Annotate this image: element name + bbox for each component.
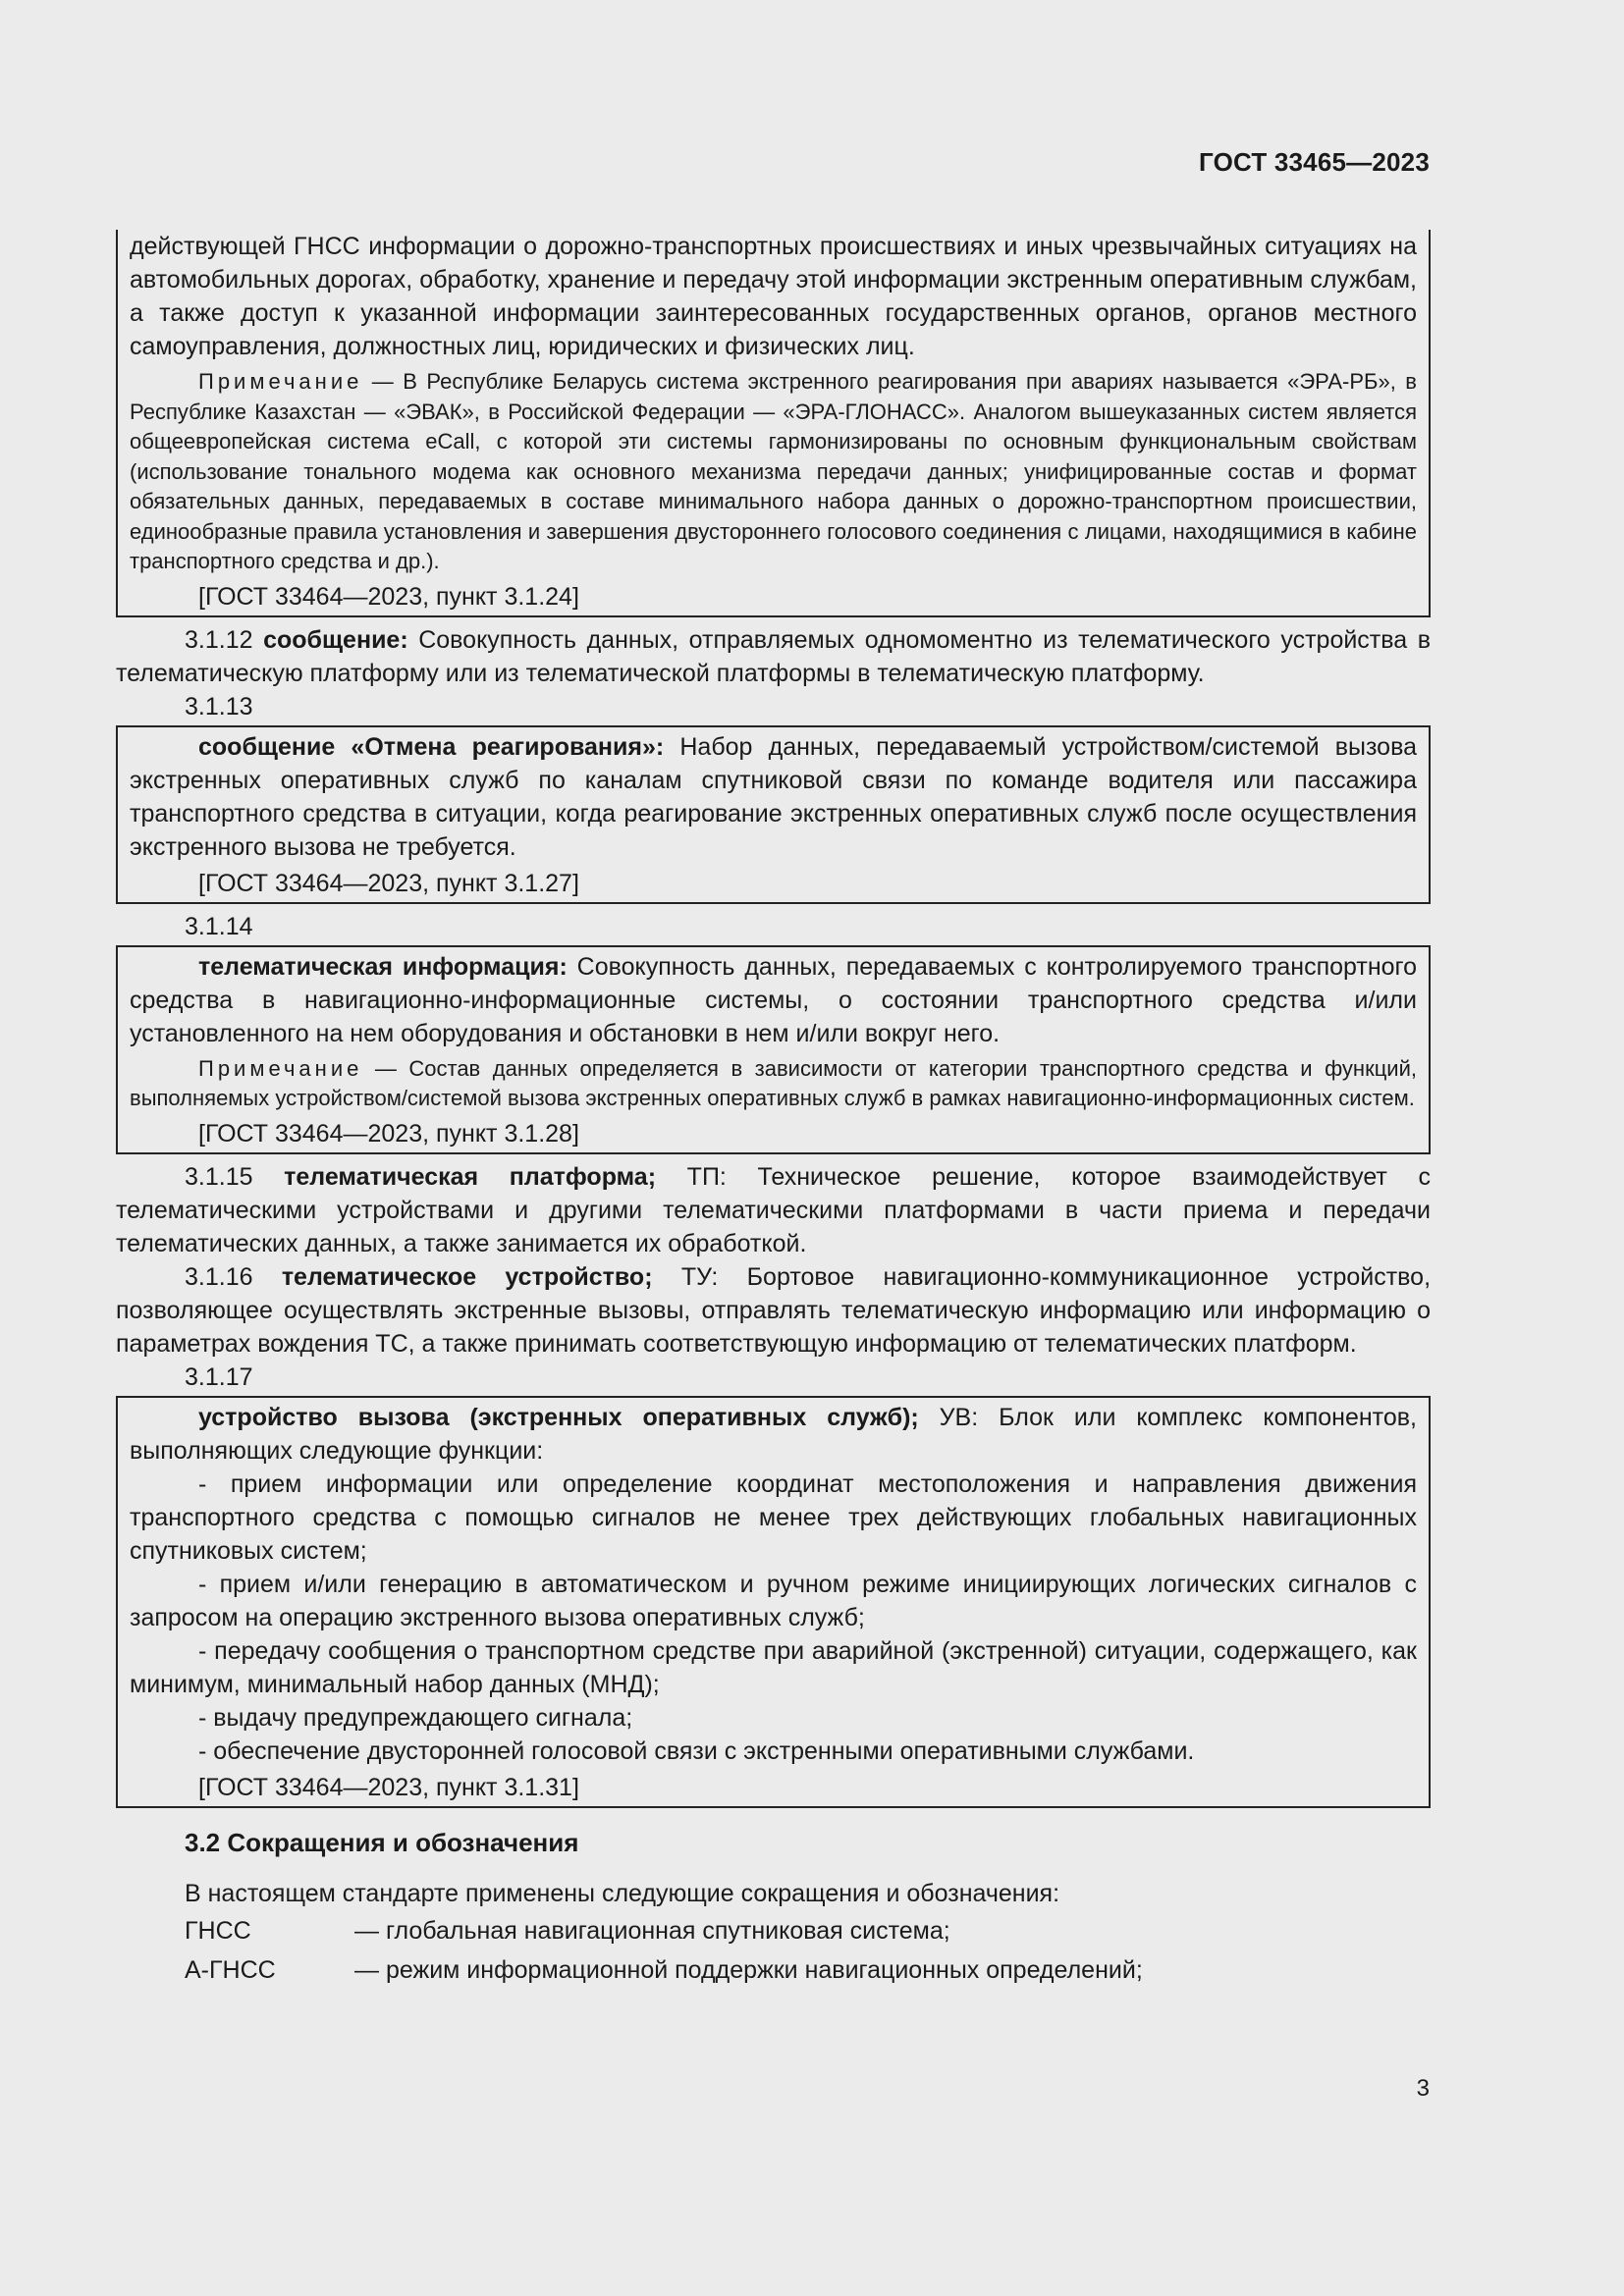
abbreviation-row: [116, 1912, 1431, 1949]
note: [130, 367, 1417, 577]
source-reference: [ГОСТ 33464—2023, пункт 3.1.31]: [198, 1773, 579, 1801]
definition-3-1-12: [116, 623, 1431, 690]
definition-3-1-16: [116, 1260, 1431, 1361]
abbreviation-term: А-ГНСС: [185, 1955, 276, 1984]
abbreviation-row: [116, 1951, 1431, 1989]
definition-box-3-1-14: [116, 945, 1431, 1154]
term: телематическая платформа;: [284, 1162, 657, 1191]
definition-box-3-1-17: [116, 1396, 1431, 1808]
definition-box-3-1-13: [116, 725, 1431, 904]
definition-text: ТУ: Бортовое навигационно-коммуникационное устройство, позволяющее осуществлять экстренные вызовы, отправлять телематическую информацию или информацию о параметрах вождения ТС, а также принимать соответствующую информацию от телематических платформ.: [116, 1262, 1432, 1358]
definition-text: [130, 950, 1417, 1050]
item-number: 3.1.12: [185, 625, 253, 654]
note-label: Примечание: [198, 369, 363, 394]
term: сообщение:: [263, 625, 408, 654]
source-reference: [ГОСТ 33464—2023, пункт 3.1.28]: [198, 1119, 579, 1148]
definition-body: УВ: Блок или комплекс компонентов, выполняющих следующие функции:: [130, 1403, 1417, 1465]
term: телематическая информация:: [198, 952, 568, 981]
note-label: Примечание: [198, 1055, 363, 1081]
definition-body: Совокупность данных, передаваемых с контролируемого транспортного средства в навигационно-информационные системы, о состоянии транспортного средства и/или установленного на нем оборудования и обстановки в нем и/или вокруг него.: [130, 952, 1417, 1047]
list-item: - выдачу предупреждающего сигнала;: [198, 1703, 633, 1732]
term: сообщение «Отмена реагирования»:: [198, 732, 665, 761]
note-text: — Состав данных определяется в зависимости от категории транспортного средства и функций, выполняемых устройством/системой вызова экстренных оперативных служб в рамках навигационно-информационных систем.: [130, 1055, 1417, 1110]
item-number-3-1-13: 3.1.13: [185, 692, 253, 721]
source-reference: [ГОСТ 33464—2023, пункт 3.1.27]: [198, 869, 579, 897]
item-number: 3.1.15: [185, 1162, 253, 1191]
page-content: [116, 228, 1431, 1989]
item-number-3-1-14: 3.1.14: [185, 912, 253, 940]
abbreviation-definition: — режим информационной поддержки навигационных определений;: [354, 1955, 1143, 1984]
list-item: - прием информации или определение координат местоположения и направления движения транспортного средства с помощью сигналов не менее трех действующих глобальных навигационных спутниковых систем;: [130, 1469, 1417, 1565]
list-item: - передачу сообщения о транспортном средстве при аварийной (экстренной) ситуации, содержащего, как минимум, минимальный набор данных (МНД);: [130, 1636, 1417, 1698]
definition-box-3-1-11: [116, 230, 1431, 617]
definition-body: Набор данных, передаваемый устройством/системой вызова экстренных оперативных служб по каналам спутниковой связи по команде водителя или пассажира транспортного средства в ситуации, когда реагирование экстренных оперативных служб после осуществления экстренного вызова не требуется.: [130, 732, 1417, 861]
note: [130, 1054, 1417, 1114]
definition-3-1-15: [116, 1160, 1431, 1260]
section-heading: 3.2 Сокращения и обозначения: [185, 1827, 579, 1857]
definition-text: действующей ГНСС информации о дорожно-транспортных происшествиях и иных чрезвычайных ситуациях на автомобильных дорогах, обработку, хранение и передачу этой информации экстренным оперативным службам, а также доступ к указанной информации заинтересованных государственных органов, органов местного самоуправления, должностных лиц, юридических и физических лиц.: [130, 233, 1417, 360]
term: телематическое устройство;: [281, 1262, 653, 1291]
item-number-3-1-17: 3.1.17: [185, 1362, 253, 1391]
page-number: 3: [1416, 2075, 1430, 2102]
term: устройство вызова (экстренных оперативных служб);: [198, 1403, 919, 1431]
definition-text: [130, 730, 1417, 864]
definition-text: [130, 1401, 1417, 1468]
definition-text: ТП: Техническое решение, которое взаимодействует с телематическими устройствами и другими телематическими платформами в части приема и передачи телематических данных, а также занимается их обработкой.: [116, 1162, 1431, 1257]
abbreviation-term: ГНСС: [185, 1916, 251, 1945]
list-item: - прием и/или генерацию в автоматическом и ручном режиме инициирующих логических сигналов с запросом на операцию экстренного вызова оперативных служб;: [130, 1570, 1417, 1631]
note-text: — В Республике Беларусь система экстренного реагирования при авариях называется «ЭРА-РБ», в Республике Казахстан — «ЭВАК», в Российской Федерации — «ЭРА-ГЛОНАСС». Аналогом вышеуказанных систем является общеевропейская система eCall, с которой эти системы гармонизированы по основным функциональным свойствам (использование тонального модема как основного механизма передачи данных; унифицированные состав и формат обязательных данных, передаваемых в составе минимального набора данных о дорожно-транспортном происшествии, единообразные правила установления и завершения двустороннего голосового соединения с лицами, находящимися в кабине транспортного средства и др.).: [130, 369, 1417, 573]
abbreviation-definition: — глобальная навигационная спутниковая система;: [354, 1916, 950, 1945]
document-number-header: ГОСТ 33465—2023: [1199, 147, 1430, 177]
list-item: - обеспечение двусторонней голосовой связи с экстренными оперативными службами.: [198, 1736, 1195, 1765]
section-intro: В настоящем стандарте применены следующие сокращения и обозначения:: [185, 1879, 1060, 1907]
item-number: 3.1.16: [185, 1262, 253, 1291]
source-reference: [ГОСТ 33464—2023, пункт 3.1.24]: [198, 582, 579, 611]
definition-text: Совокупность данных, отправляемых одномоментно из телематического устройства в телематическую платформу или из телематической платформы в телематическую платформу.: [116, 625, 1431, 687]
